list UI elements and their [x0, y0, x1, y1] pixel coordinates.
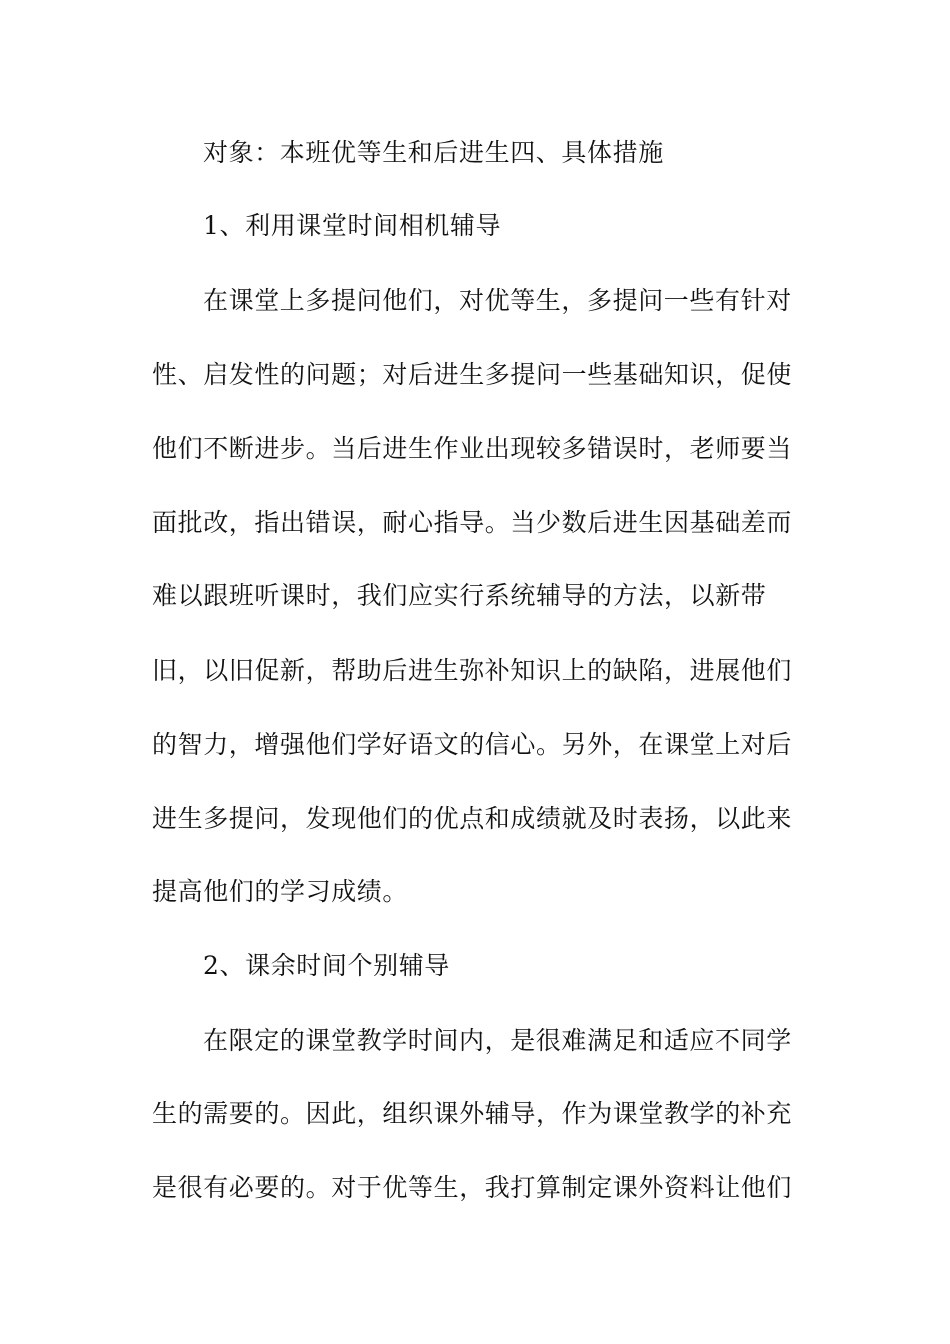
paragraph-line: 性、启发性的问题；对后进生多提问一些基础知识，促使 — [152, 360, 793, 389]
paragraph-line: 的智力，增强他们学好语文的信心。另外，在课堂上对后 — [152, 730, 793, 759]
paragraph-line: 在限定的课堂教学时间内，是很难满足和适应不同学 — [203, 1026, 792, 1055]
section-heading-1: 1、利用课堂时间相机辅导 — [203, 211, 502, 240]
paragraph-line: 难以跟班听课时，我们应实行系统辅导的方法，以新带 — [152, 581, 767, 610]
paragraph-line: 是很有必要的。对于优等生，我打算制定课外资料让他们 — [152, 1173, 793, 1202]
paragraph-target-line: 对象：本班优等生和后进生四、具体措施 — [203, 138, 664, 167]
paragraph-line: 旧，以旧促新，帮助后进生弥补知识上的缺陷，进展他们 — [152, 656, 793, 685]
paragraph-line: 提高他们的学习成绩。 — [152, 877, 409, 906]
paragraph-line: 他们不断进步。当后进生作业出现较多错误时，老师要当 — [152, 434, 793, 463]
paragraph-line: 面批改，指出错误，耐心指导。当少数后进生因基础差而 — [152, 508, 793, 537]
paragraph-line: 生的需要的。因此，组织课外辅导，作为课堂教学的补充 — [152, 1099, 793, 1128]
section-heading-2: 2、课余时间个别辅导 — [203, 951, 450, 980]
paragraph-line: 进生多提问，发现他们的优点和成绩就及时表扬，以此来 — [152, 804, 793, 833]
paragraph-line: 在课堂上多提问他们，对优等生，多提问一些有针对 — [203, 286, 792, 315]
